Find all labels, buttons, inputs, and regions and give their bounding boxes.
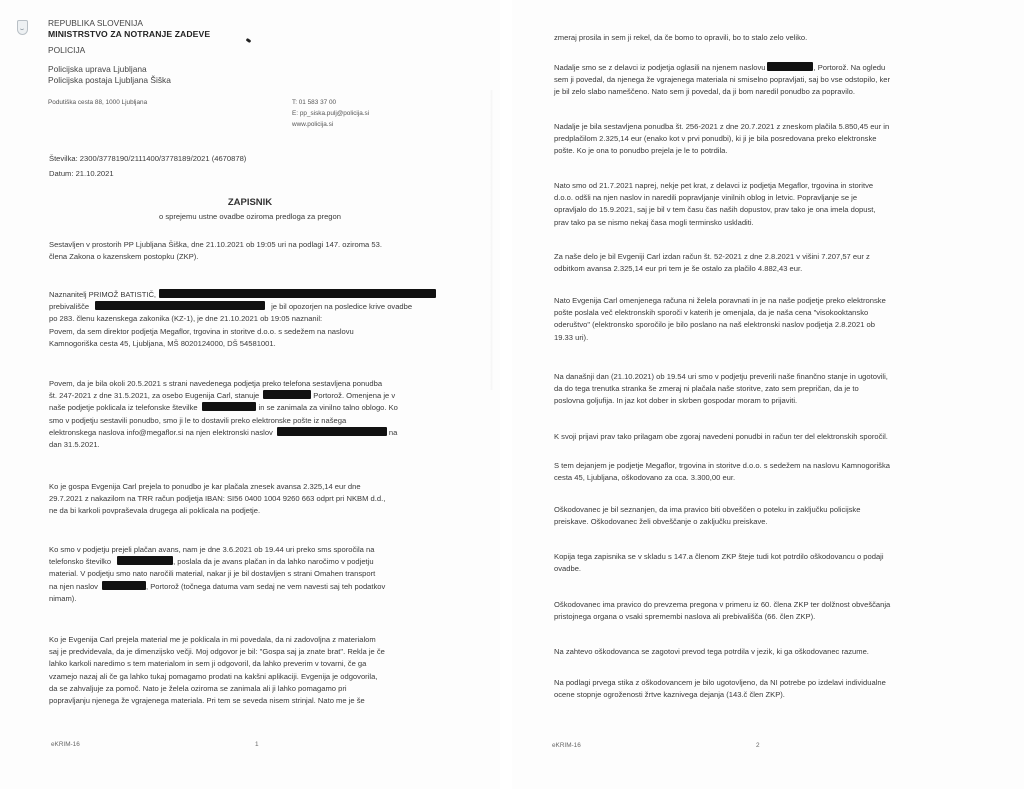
page-number: 2 (756, 742, 760, 749)
paragraph-repairs: Nato smo od 21.7.2021 naprej, nekje pet krat, z delavci iz podjetja Megaflor, trgovina in storitve d.o.o. odšli na njen naslov in naredili popravljanje vinilnih oblog in letvic. Popravljanje se je opravljalo do 15.9.2021, saj je bil v tem času čas naših dopustov, prav tako je ona imela dopust, prav tako pa se nismo nekaj časa mogli terminsko uskladiti. (554, 181, 876, 227)
document-date: Datum: 21.10.2021 (49, 169, 114, 178)
redaction-box (202, 402, 256, 411)
redaction-box (263, 390, 311, 399)
redaction-box (277, 427, 387, 436)
paragraph-damage: S tem dejanjem je podjetje Megaflor, trgovina in storitve d.o.o. s sedežem na naslovu Kamnogoriška cesta 45, Ljubljana, oškodovano za cca. 3.300,00 eur. (554, 461, 890, 483)
footer-form-code: eKRIM-16 (552, 742, 581, 749)
paragraph-second-offer: Nadalje je bila sestavljena ponudba št. 256-2021 z dne 20.7.2021 z zneskom plačila 5.850,45 eur in predplačilom 2.325,14 eur (enako kot v prvi ponudbi), ki ji je bila posredovana preko elektronske pošte. Ko je ona to ponudbo prejela je le to potrdila. (554, 122, 890, 156)
paragraph-informant: Naznanitelj PRIMOŽ BATISTIČ, prebivališče je bil opozorjen na posledice krive ovadbe po 283. členu kazenskega zakonika (KZ-1), je dne 21.10.2021 ob 19:05 naznanil: Povem, da sem direktor podjetja Megaflor, trgovina in storitve d.o.o. s sedežem na naslovu Kamnogoriška cesta 45, Ljubljana, MŠ 8020124000, DŠ 54581001. (49, 289, 463, 350)
header-republic: REPUBLIKA SLOVENIJA (48, 18, 143, 28)
paragraph-prosecution-right: Oškodovanec ima pravico do prevzema pregona v primeru iz 60. člena ZKP ter dolžnost obveščanja pristojnega organa o vsaki spremembi naslova ali prebivališča (66. člen ZKP). (554, 600, 891, 622)
paragraph-refusal: Nato Evgenija Carl omenjenega računa ni želela poravnati in je na naše podjetje preko elektronske pošte poslala več elektronskih sporoči v katerih je omenjala, da je naša cena "visokooktansko oderuštvo" (elektronsko sporočilo je bilo poslano na naš elektronski naslov podjetja 2.8.2021 ob 19.33 uri). (554, 296, 886, 342)
header-address: Podutiška cesta 88, 1000 Ljubljana (48, 99, 148, 106)
paragraph-material-delivery: Ko smo v podjetju prejeli plačan avans, nam je dne 3.6.2021 ob 19.44 uri preko sms sporočila na telefonsko številko , poslala da je avans plačan in da lahko naročimo v podjetju material. V podjetju smo nato naročili material, nakar ji je bil dostavljen s strani Omahen transport na njen naslov , Portorož (točnega datuma vam sedaj ne vem navesti saj teh podatkov nimam). (49, 545, 386, 603)
document-title: ZAPISNIK (227, 197, 273, 208)
paragraph-continuation: zmeraj prosila in sem ji rekel, da če bomo to opravili, bo to stalo zelo veliko. (554, 33, 808, 42)
header-web: www.policija.si (292, 121, 334, 128)
paragraph-translation: Na zahtevo oškodovanca se zagotovi prevod tega potrdila v jezik, ki ga oškodovanec razume. (554, 647, 869, 656)
document-page-1 (0, 0, 500, 789)
header-directorate: Policijska uprava Ljubljana (48, 64, 147, 74)
document-subtitle: o sprejemu ustne ovadbe oziroma predloga za pregon (159, 212, 341, 221)
paragraph-offer: Povem, da je bila okoli 20.5.2021 s strani navedenega podjetja preko telefona sestavljena ponudba št. 247-2021 z dne 31.5.2021, za osebo Eugenija Carl, stanuje Portorož. Omenjena je v naše podjetje poklicala iz telefonske številke in se zanimala za vinilno talno oblogo. Ko smo v podjetju sestavili ponudbo, smo ji le to dostavili preko elektronske pošte iz našega elektronskega naslova info@megaflor.si na njen elektronski naslov na dan 31.5.2021. (49, 379, 398, 449)
paragraph-copy-receipt: Kopija tega zapisnika se v skladu s 147.a členom ZKP šteje tudi kot potrdilo oškodovancu o podaji ovadbe. (554, 552, 884, 574)
paragraph-attachments: K svoji prijavi prav tako prilagam obe zgoraj navedeni ponudbi in račun ter del elektronskih sporočil. (554, 432, 888, 441)
header-ministry: MINISTRSTVO ZA NOTRANJE ZADEVE (48, 29, 211, 39)
redaction-box (95, 301, 265, 310)
document-page-2 (512, 0, 1024, 789)
redaction-box (159, 289, 436, 298)
document-number: Številka: 2300/3778190/2111400/3778189/2021 (4670878) (49, 154, 247, 163)
paragraph-site-visit: Nadalje smo se z delavci iz podjetja oglasili na njenem naslovu , Portorož. Na ogledu sem ji povedal, da njenega že vgrajenega materiala ni smiselno popravljati, saj bo vse odstopilo, ker je bil zelo slabo nameščeno. Nato sem ji povedal, da ji bom naredil ponudbo za popravilo. (554, 63, 891, 97)
header-phone: T: 01 583 37 00 (292, 99, 337, 106)
paragraph-notification-right: Oškodovanec je bil seznanjen, da ima pravico biti obveščen o poteku in zaključku policijske preiskave. Oškodovanec želi obveščanje o zaključku preiskave. (554, 505, 861, 527)
header-police: POLICIJA (48, 45, 86, 55)
redaction-box (102, 581, 146, 590)
scan-fold-shadow (490, 90, 493, 390)
header-station: Policijska postaja Ljubljana Šiška (48, 75, 171, 85)
footer-form-code: eKRIM-16 (51, 741, 80, 748)
paragraph-advance-payment: Ko je gospa Evgenija Carl prejela to ponudbo je kar plačala znesek avansa 2.325,14 eur dne 29.7.2021 z nakazilom na TRR račun podjetja IBAN: SI56 0400 1004 9260 663 odprt pri NKBM d.d., ne da bi karkoli povpraševala drugega ali poklicala na podjetje. (49, 482, 386, 516)
paragraph-risk-assessment: Na podlagi prvega stika z oškodovancem je bilo ugotovljeno, da NI potrebe po izdelavi individualne ocene stopnje ogroženosti žrtve kaznivega dejanja (143.č člen ZKP). (554, 678, 886, 700)
coat-of-arms-icon (17, 20, 28, 35)
redaction-box (767, 62, 813, 71)
header-email: E: pp_siska.pulj@policija.si (292, 110, 370, 117)
pen-mark (246, 38, 252, 43)
paragraph-financial-check: Na današnji dan (21.10.2021) ob 19.54 uri smo v podjetju preverili naše finančno stanje in ugotovili, da do tega trenutka stranka še zmeraj ni plačala naše storitve, zato sem prepričan, da je to poslovna goljufija. In jaz kot dober in skrben gospodar moram to prijaviti. (554, 372, 888, 406)
page-number: 1 (255, 741, 259, 748)
paragraph-invoice: Za naše delo je bil Evgeniji Carl izdan račun št. 52-2021 z dne 2.8.2021 v višini 7.207,57 eur z odbitkom avansa 2.325,14 eur pri tem je še ostalo za plačilo 4.882,43 eur. (554, 252, 870, 274)
paragraph-intro: Sestavljen v prostorih PP Ljubljana Šiška, dne 21.10.2021 ob 19:05 uri na podlagi 147. oziroma 53. člena Zakona o kazenskem postopku (ZKP). (49, 240, 382, 262)
paragraph-complaint: Ko je Evgenija Carl prejela material me je poklicala in mi povedala, da ni zadovoljna z materialom saj je predvidevala, da je dimenzijsko večji. Moj odgovor je bil: "Gospa saj ja znate brat". Rekla je če lahko karkoli naredimo s tem materialom in sem ji odgovoril, da lahko preverim v tovarni, če ga vzamejo nazaj ali če ga lahko tukaj pomagamo prodati na kakšni aplikaciji. Evgenija je odgovorila, da se zahvaljuje za pomoč. Nato je želela oziroma se zanimala ali ji lahko pomagamo pri popravljanju njenega že vgrajenega materiala. Pri tem se seveda nisem strinjal. Nato me je še (49, 635, 385, 705)
redaction-box (117, 556, 173, 565)
